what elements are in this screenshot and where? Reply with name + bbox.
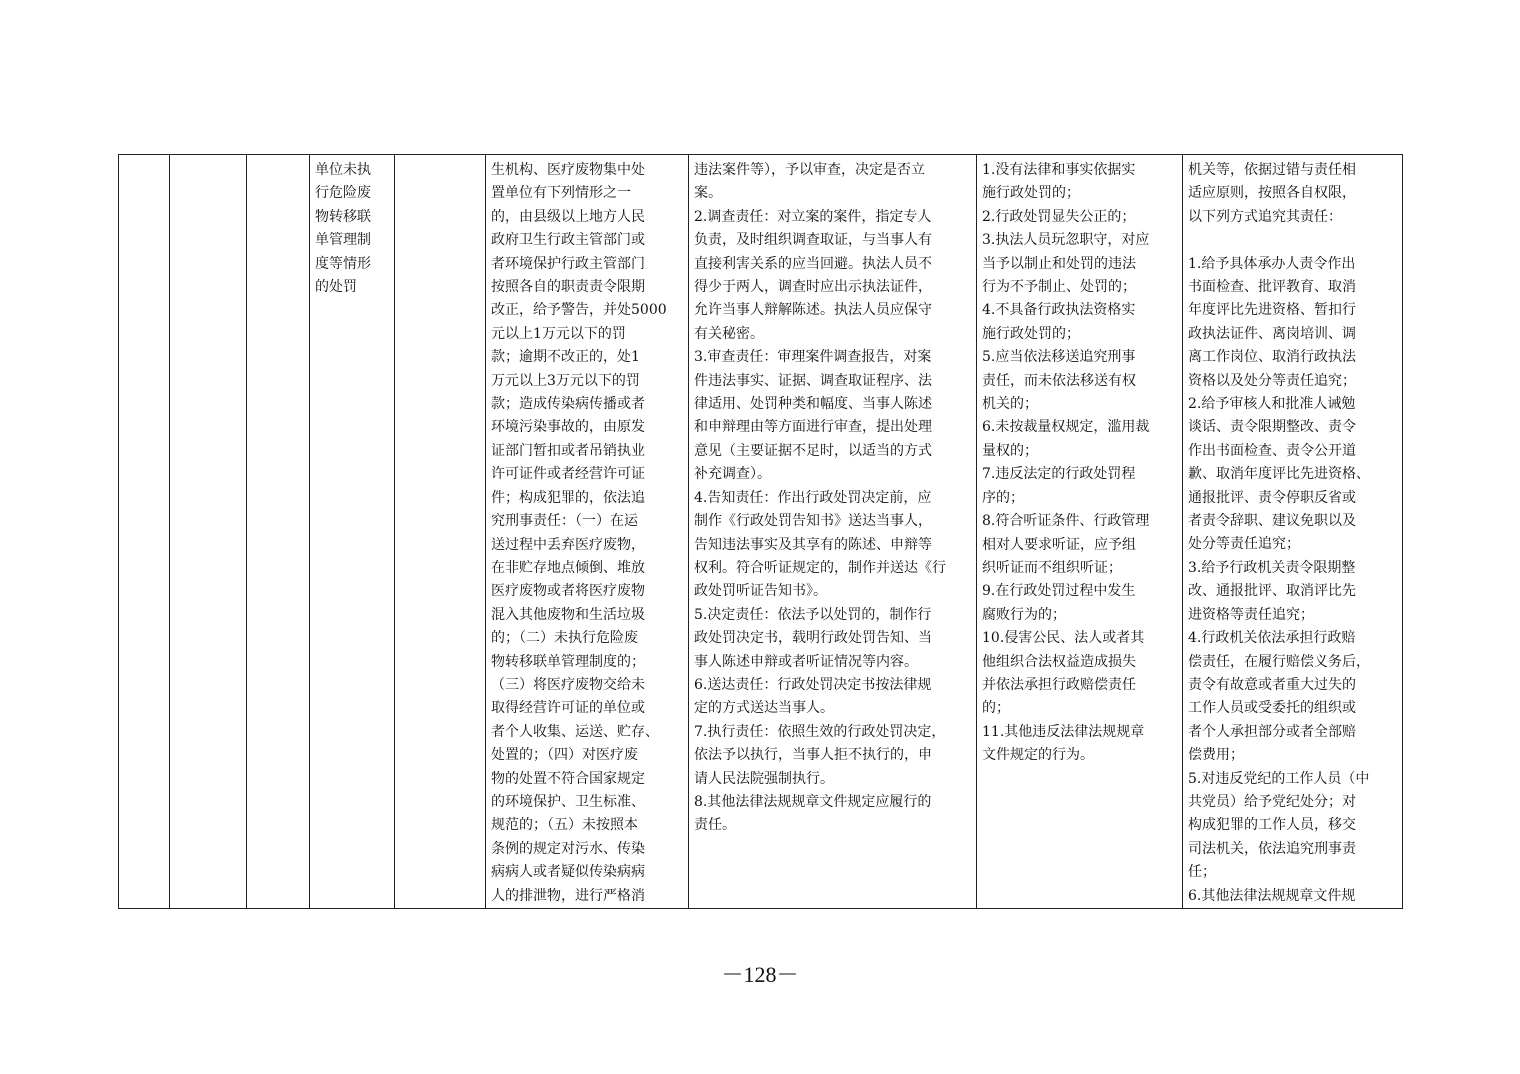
cell-text-line: 5.决定责任：依法予以处罚的，制作行 (694, 606, 932, 623)
cell-text-line: 律适用、处罚种类和幅度、当事人陈述 (694, 396, 932, 413)
cell-text-line: 责任，而未依法移送有权 (982, 372, 1136, 389)
cell-text-line: 改正，给予警告，并处5000 (491, 302, 667, 319)
cell-text-line: 以下列方式追究其责任： (1188, 208, 1342, 225)
cell-text-line: 作出书面检查、责令公开道 (1188, 442, 1356, 459)
cell-text-line: 4.不具备行政执法资格实 (982, 302, 1136, 319)
cell-text-line: 8.其他法律法规规章文件规定应履行的 (694, 793, 932, 810)
cell-text-line: 在非贮存地点倾倒、堆放 (491, 559, 645, 576)
cell-text-line: 件违法事实、证据、调查取证程序、法 (694, 372, 932, 389)
cell-text-line: 者个人承担部分或者全部赔 (1188, 723, 1356, 740)
cell-text-line: 责任。 (694, 817, 736, 834)
cell-text-line: 年度评比先进资格、暂扣行 (1188, 302, 1356, 319)
cell-text-line: 施行政处罚的； (982, 185, 1080, 202)
cell-text-line: 共党员）给予党纪处分；对 (1188, 793, 1356, 810)
cell-text-line: 序的； (982, 489, 1024, 506)
cell-text-line: 任； (1188, 864, 1216, 881)
cell-text-line: 8.符合听证条件、行政管理 (982, 513, 1150, 530)
cell-text-line: 司法机关，依法追究刑事责 (1188, 840, 1356, 857)
cell-text-line: 违法案件等），予以审查，决定是否立 (694, 162, 925, 178)
cell-col3 (247, 155, 310, 909)
cell-text-line: （三）将医疗废物交给未 (491, 676, 645, 693)
cell-text-line: 件；构成犯罪的，依法追 (491, 489, 645, 506)
cell-text-line: 补充调查）。 (694, 466, 771, 483)
cell-text-line: 行为不予制止、处罚的； (982, 279, 1136, 296)
cell-text-line: 事人陈述申辩或者听证情况等内容。 (694, 653, 918, 670)
cell-text-line: 偿责任，在履行赔偿义务后， (1188, 653, 1370, 670)
cell-text-line: 的；（二）未执行危险废 (491, 630, 638, 647)
cell-text-line: 和申辩理由等方面进行审查，提出处理 (694, 419, 932, 436)
cell-text-line: 生机构、医疗废物集中处 (491, 162, 645, 178)
cell-text-line: 行危险废 (315, 185, 371, 202)
cell-text-line: 进资格等责任追究； (1188, 606, 1314, 623)
cell-text-line: 10.侵害公民、法人或者其 (982, 630, 1145, 647)
cell-text-line: 6.未按裁量权规定，滥用裁 (982, 419, 1150, 436)
cell-text-line: 歉、取消年度评比先进资格、 (1188, 466, 1370, 483)
cell-text-line: 元以上1万元以下的罚 (491, 325, 626, 342)
cell-text-line: 相对人要求听证，应予组 (982, 536, 1136, 553)
cell-text-line: 送过程中丢弃医疗废物， (491, 536, 645, 553)
cell-accountability-cases (977, 155, 1183, 909)
cell-text-line: 度等情形 (315, 255, 371, 272)
cell-text-line: 量权的； (982, 442, 1038, 459)
cell-text-line: 3.执法人员玩忽职守，对应 (982, 232, 1150, 249)
cell-text-line: 4.行政机关依法承担行政赔 (1188, 630, 1356, 647)
cell-text-line: 政府卫生行政主管部门或 (491, 232, 645, 249)
cell-text-line: 医疗废物或者将医疗废物 (491, 583, 645, 600)
cell-text-line: 改、通报批评、取消评比先 (1188, 583, 1356, 600)
cell-text-line: 的； (982, 700, 1010, 717)
cell-text-line: 案。 (694, 185, 722, 202)
cell-text-line: 意见（主要证据不足时，以适当的方式 (694, 442, 932, 459)
cell-text-line: 并依法承担行政赔偿责任 (982, 676, 1136, 693)
cell-text-line: 工作人员或受委托的组织或 (1188, 700, 1356, 717)
cell-text-line: 处分等责任追究； (1188, 536, 1300, 553)
cell-text-line: 政执法证件、离岗培训、调 (1188, 325, 1356, 342)
cell-text-line: 万元以上3万元以下的罚 (491, 372, 640, 389)
cell-text-line: 规范的；（五）未按照本 (491, 817, 638, 834)
cell-text-line: 定的方式送达当事人。 (694, 700, 834, 717)
cell-col1 (119, 155, 170, 909)
cell-text-line: 的，由县级以上地方人民 (491, 208, 645, 225)
cell-accountability-methods (1183, 155, 1403, 909)
cell-text-line: 允许当事人辩解陈述。执法人员应保守 (694, 302, 932, 319)
cell-text-line: 权利。符合听证规定的，制作并送达《行 (694, 559, 946, 576)
cell-text-line: 请人民法院强制执行。 (694, 770, 834, 787)
cell-text-line: 得少于两人，调查时应出示执法证件， (694, 279, 932, 296)
cell-text-line: 5.应当依法移送追究刑事 (982, 349, 1136, 366)
cell-col5 (395, 155, 486, 909)
cell-text-line: 者个人收集、运送、贮存、 (491, 723, 659, 740)
cell-text-line: 资格以及处分等责任追究； (1188, 372, 1356, 389)
cell-text-line: 款；造成传染病传播或者 (491, 396, 645, 413)
cell-text-line: 物转移联单管理制度的； (491, 653, 645, 670)
cell-text-line: 7.违反法定的行政处罚程 (982, 466, 1136, 483)
cell-text-line: 3.审查责任：审理案件调查报告，对案 (694, 349, 932, 366)
cell-text-line: 适应原则，按照各自权限， (1188, 185, 1356, 202)
cell-text-line: 织听证而不组织听证； (982, 559, 1122, 576)
cell-text-line: 机关的； (982, 396, 1038, 413)
cell-text-line: 物转移联 (315, 208, 371, 225)
cell-text-line: 单位未执 (315, 162, 371, 178)
cell-text-line: 病病人或者疑似传染病病 (491, 864, 645, 881)
cell-text-line: 告知违法事实及其享有的陈述、申辩等 (694, 536, 932, 553)
cell-text-line: 6.送达责任：行政处罚决定书按法律规 (694, 676, 932, 693)
cell-text-line: 证部门暂扣或者吊销执业 (491, 442, 645, 459)
cell-text-line: 负责，及时组织调查取证，与当事人有 (694, 232, 932, 249)
cell-text-line: 的处罚 (315, 279, 357, 296)
cell-text-line: 3.给予行政机关责令限期整 (1188, 559, 1356, 576)
table-row (119, 155, 1403, 909)
cell-text-line: 偿费用； (1188, 747, 1244, 764)
cell-text-line: 1.给予具体承办人责令作出 (1188, 255, 1356, 272)
cell-text-line: 究刑事责任：（一）在运 (491, 513, 638, 530)
cell-text-line: 5.对违反党纪的工作人员（中 (1188, 770, 1370, 787)
cell-text-line: 2.给予审核人和批准人诫勉 (1188, 396, 1356, 413)
cell-text-line: 制作《行政处罚告知书》送达当事人， (694, 513, 932, 530)
cell-text-line: 1.没有法律和事实依据实 (982, 162, 1136, 178)
cell-text-line: 腐败行为的； (982, 606, 1066, 623)
cell-responsibilities (689, 155, 977, 909)
cell-text-line: 通报批评、责令停职反省或 (1188, 489, 1356, 506)
cell-text-line: 者责令辞职、建议免职以及 (1188, 513, 1356, 530)
responsibility-table (118, 154, 1403, 909)
cell-text-line: 混入其他废物和生活垃圾 (491, 606, 645, 623)
cell-text-line: 依法予以执行，当事人拒不执行的，申 (694, 747, 932, 764)
cell-text-line (1188, 229, 1397, 252)
cell-text-line: 11.其他违反法律法规规章 (982, 723, 1145, 740)
cell-text-line: 有关秘密。 (694, 325, 764, 342)
cell-text-line: 构成犯罪的工作人员，移交 (1188, 817, 1356, 834)
cell-text-line: 者环境保护行政主管部门 (491, 255, 645, 272)
cell-text-line: 2.调查责任：对立案的案件，指定专人 (694, 208, 932, 225)
cell-text-line: 单管理制 (315, 232, 371, 249)
cell-text-line: 施行政处罚的； (982, 325, 1080, 342)
cell-text-line: 9.在行政处罚过程中发生 (982, 583, 1136, 600)
cell-text-line: 置单位有下列情形之一 (491, 185, 631, 202)
cell-text-line: 物的处置不符合国家规定 (491, 770, 645, 787)
cell-text-line: 按照各自的职责责令限期 (491, 279, 645, 296)
cell-text-line: 直接利害关系的应当回避。执法人员不 (694, 255, 932, 272)
cell-text-line: 6.其他法律法规规章文件规 (1188, 887, 1356, 904)
cell-text-line: 谈话、责令限期整改、责令 (1188, 419, 1356, 436)
cell-item-name (310, 155, 395, 909)
cell-text-line: 处置的；（四）对医疗废 (491, 747, 638, 764)
cell-text-line: 政处罚决定书，载明行政处罚告知、当 (694, 630, 932, 647)
cell-text-line: 离工作岗位、取消行政执法 (1188, 349, 1356, 366)
cell-text-line: 条例的规定对污水、传染 (491, 840, 645, 857)
cell-text-line: 责令有故意或者重大过失的 (1188, 676, 1356, 693)
cell-text-line: 7.执行责任：依照生效的行政处罚决定， (694, 723, 946, 740)
cell-text-line: 文件规定的行为。 (982, 747, 1094, 764)
cell-text-line: 他组织合法权益造成损失 (982, 653, 1136, 670)
cell-text-line: 机关等，依据过错与责任相 (1188, 162, 1356, 178)
cell-text-line: 2.行政处罚显失公正的； (982, 208, 1136, 225)
cell-text-line: 政处罚听证告知书》。 (694, 583, 827, 600)
cell-text-line: 的环境保护、卫生标准、 (491, 793, 645, 810)
cell-text-line: 书面检查、批评教育、取消 (1188, 279, 1356, 296)
cell-text-line: 当予以制止和处罚的违法 (982, 255, 1136, 272)
cell-col2 (170, 155, 247, 909)
cell-text-line: 取得经营许可证的单位或 (491, 700, 645, 717)
cell-text-line: 款；逾期不改正的，处1 (491, 349, 640, 366)
cell-text-line: 环境污染事故的，由原发 (491, 419, 645, 436)
cell-text-line: 4.告知责任：作出行政处罚决定前，应 (694, 489, 932, 506)
cell-legal-basis (486, 155, 689, 909)
cell-text-line: 人的排泄物，进行严格消 (491, 887, 645, 904)
cell-text-line: 许可证件或者经营许可证 (491, 466, 645, 483)
page-number: －128－ (721, 962, 799, 987)
